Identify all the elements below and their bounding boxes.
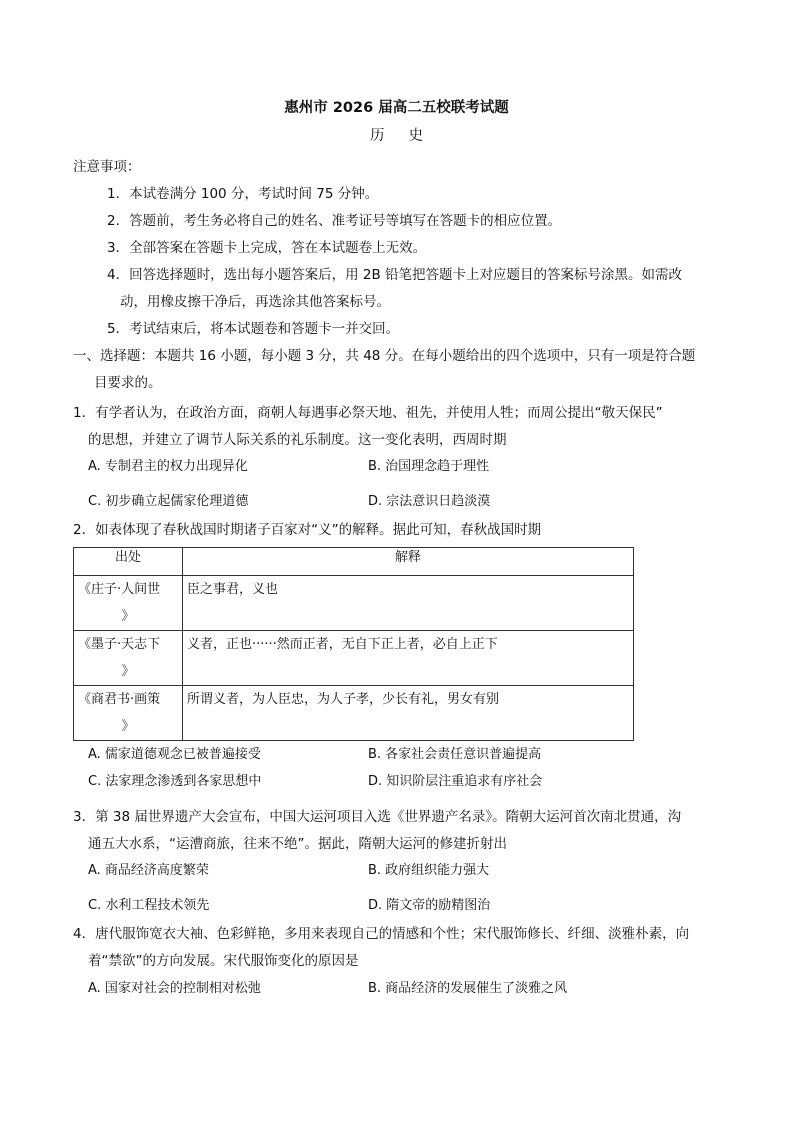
notice-item-2: 2．答题前，考生务必将自己的姓名、准考证号等填写在答题卡的相应位置。 bbox=[107, 213, 562, 229]
question-3-option-c: C. 水利工程技术领先 bbox=[88, 898, 210, 913]
table-header-source: 出处 bbox=[74, 548, 183, 576]
source-table bbox=[73, 547, 634, 741]
source-title-close: 》 bbox=[121, 664, 135, 679]
table-cell-explanation: 义者，正也······然而正者，无自下正上者，必自上正下 bbox=[183, 631, 634, 686]
source-title: 《商君书·画策 bbox=[78, 692, 161, 707]
table-header-row bbox=[74, 548, 634, 576]
source-title: 《庄子·人间世 bbox=[78, 582, 161, 597]
question-3-stem: 3．第 38 届世界遗产大会宣布，中国大运河项目入选《世界遗产名录》。隋朝大运河首次南北贯通，沟 bbox=[73, 809, 682, 825]
question-1-option-b: B. 治国理念趋于理性 bbox=[368, 459, 490, 474]
question-3-option-b: B. 政府组织能力强大 bbox=[368, 863, 490, 878]
table-row bbox=[74, 686, 634, 741]
notice-item-4: 4．回答选择题时，选出每小题答案后，用 2B 铅笔把答题卡上对应题目的答案标号涂黑。如需改 bbox=[107, 267, 683, 283]
table-header-explanation: 解释 bbox=[183, 548, 634, 576]
question-1-option-d: D. 宗法意识日趋淡漠 bbox=[368, 494, 491, 509]
notice-item-4-cont: 动，用橡皮擦干净后，再选涂其他答案标号。 bbox=[120, 294, 390, 310]
table-cell-explanation: 臣之事君，义也 bbox=[183, 576, 634, 631]
table-cell-source bbox=[74, 631, 183, 686]
question-2-option-b: B. 各家社会责任意识普遍提高 bbox=[368, 747, 542, 762]
source-title-close: 》 bbox=[121, 609, 135, 624]
question-2-option-c: C. 法家理念渗透到各家思想中 bbox=[88, 774, 262, 789]
question-2-option-a: A. 儒家道德观念已被普遍接受 bbox=[88, 747, 261, 762]
question-4-option-b: B. 商品经济的发展催生了淡雅之风 bbox=[368, 981, 568, 996]
subject-title: 历史 bbox=[370, 128, 447, 144]
table-cell-explanation: 所谓义者，为人臣忠，为人子孝，少长有礼，男女有别 bbox=[183, 686, 634, 741]
table-cell-source bbox=[74, 576, 183, 631]
notice-item-1: 1．本试卷满分 100 分，考试时间 75 分钟。 bbox=[107, 186, 379, 202]
question-1-stem-cont: 的思想，并建立了调节人际关系的礼乐制度。这一变化表明，西周时期 bbox=[88, 432, 507, 448]
exam-title: 惠州市 2026 届高二五校联考试题 bbox=[284, 100, 509, 116]
question-4-stem-cont: 着“禁欲”的方向发展。宋代服饰变化的原因是 bbox=[88, 953, 359, 969]
question-1-option-c: C. 初步确立起儒家伦理道德 bbox=[88, 494, 249, 509]
question-4-option-a: A. 国家对社会的控制相对松弛 bbox=[88, 981, 261, 996]
question-1-stem: 1．有学者认为，在政治方面，商朝人每遇事必祭天地、祖先，并使用人牲；而周公提出“敬天保民” bbox=[73, 405, 663, 421]
notice-item-5: 5．考试结束后，将本试题卷和答题卡一并交回。 bbox=[107, 321, 400, 337]
question-2-option-d: D. 知识阶层注重追求有序社会 bbox=[368, 774, 543, 789]
question-3-stem-cont: 通五大水系，“运漕商旅，往来不绝”。据此，隋朝大运河的修建折射出 bbox=[88, 836, 507, 852]
section-heading: 一、选择题：本题共 16 小题，每小题 3 分，共 48 分。在每小题给出的四个选项中，只有一项是符合题 bbox=[73, 348, 696, 364]
table-row bbox=[74, 631, 634, 686]
table-row bbox=[74, 576, 634, 631]
question-3-option-a: A. 商品经济高度繁荣 bbox=[88, 863, 209, 878]
notice-heading: 注意事项： bbox=[73, 159, 141, 175]
question-3-option-d: D. 隋文帝的励精图治 bbox=[368, 898, 491, 913]
table-cell-source bbox=[74, 686, 183, 741]
source-title: 《墨子·天志下 bbox=[78, 637, 161, 652]
question-4-stem: 4．唐代服饰宽衣大袖、色彩鲜艳，多用来表现自己的情感和个性；宋代服饰修长、纤细、淡雅朴素，向 bbox=[73, 926, 690, 942]
question-1-option-a: A. 专制君主的权力出现异化 bbox=[88, 459, 248, 474]
section-heading-cont: 目要求的。 bbox=[94, 375, 162, 391]
notice-item-3: 3．全部答案在答题卡上完成，答在本试题卷上无效。 bbox=[107, 240, 427, 256]
question-2-stem: 2．如表体现了春秋战国时期诸子百家对“义”的解释。据此可知，春秋战国时期 bbox=[73, 522, 542, 538]
source-title-close: 》 bbox=[121, 719, 135, 734]
